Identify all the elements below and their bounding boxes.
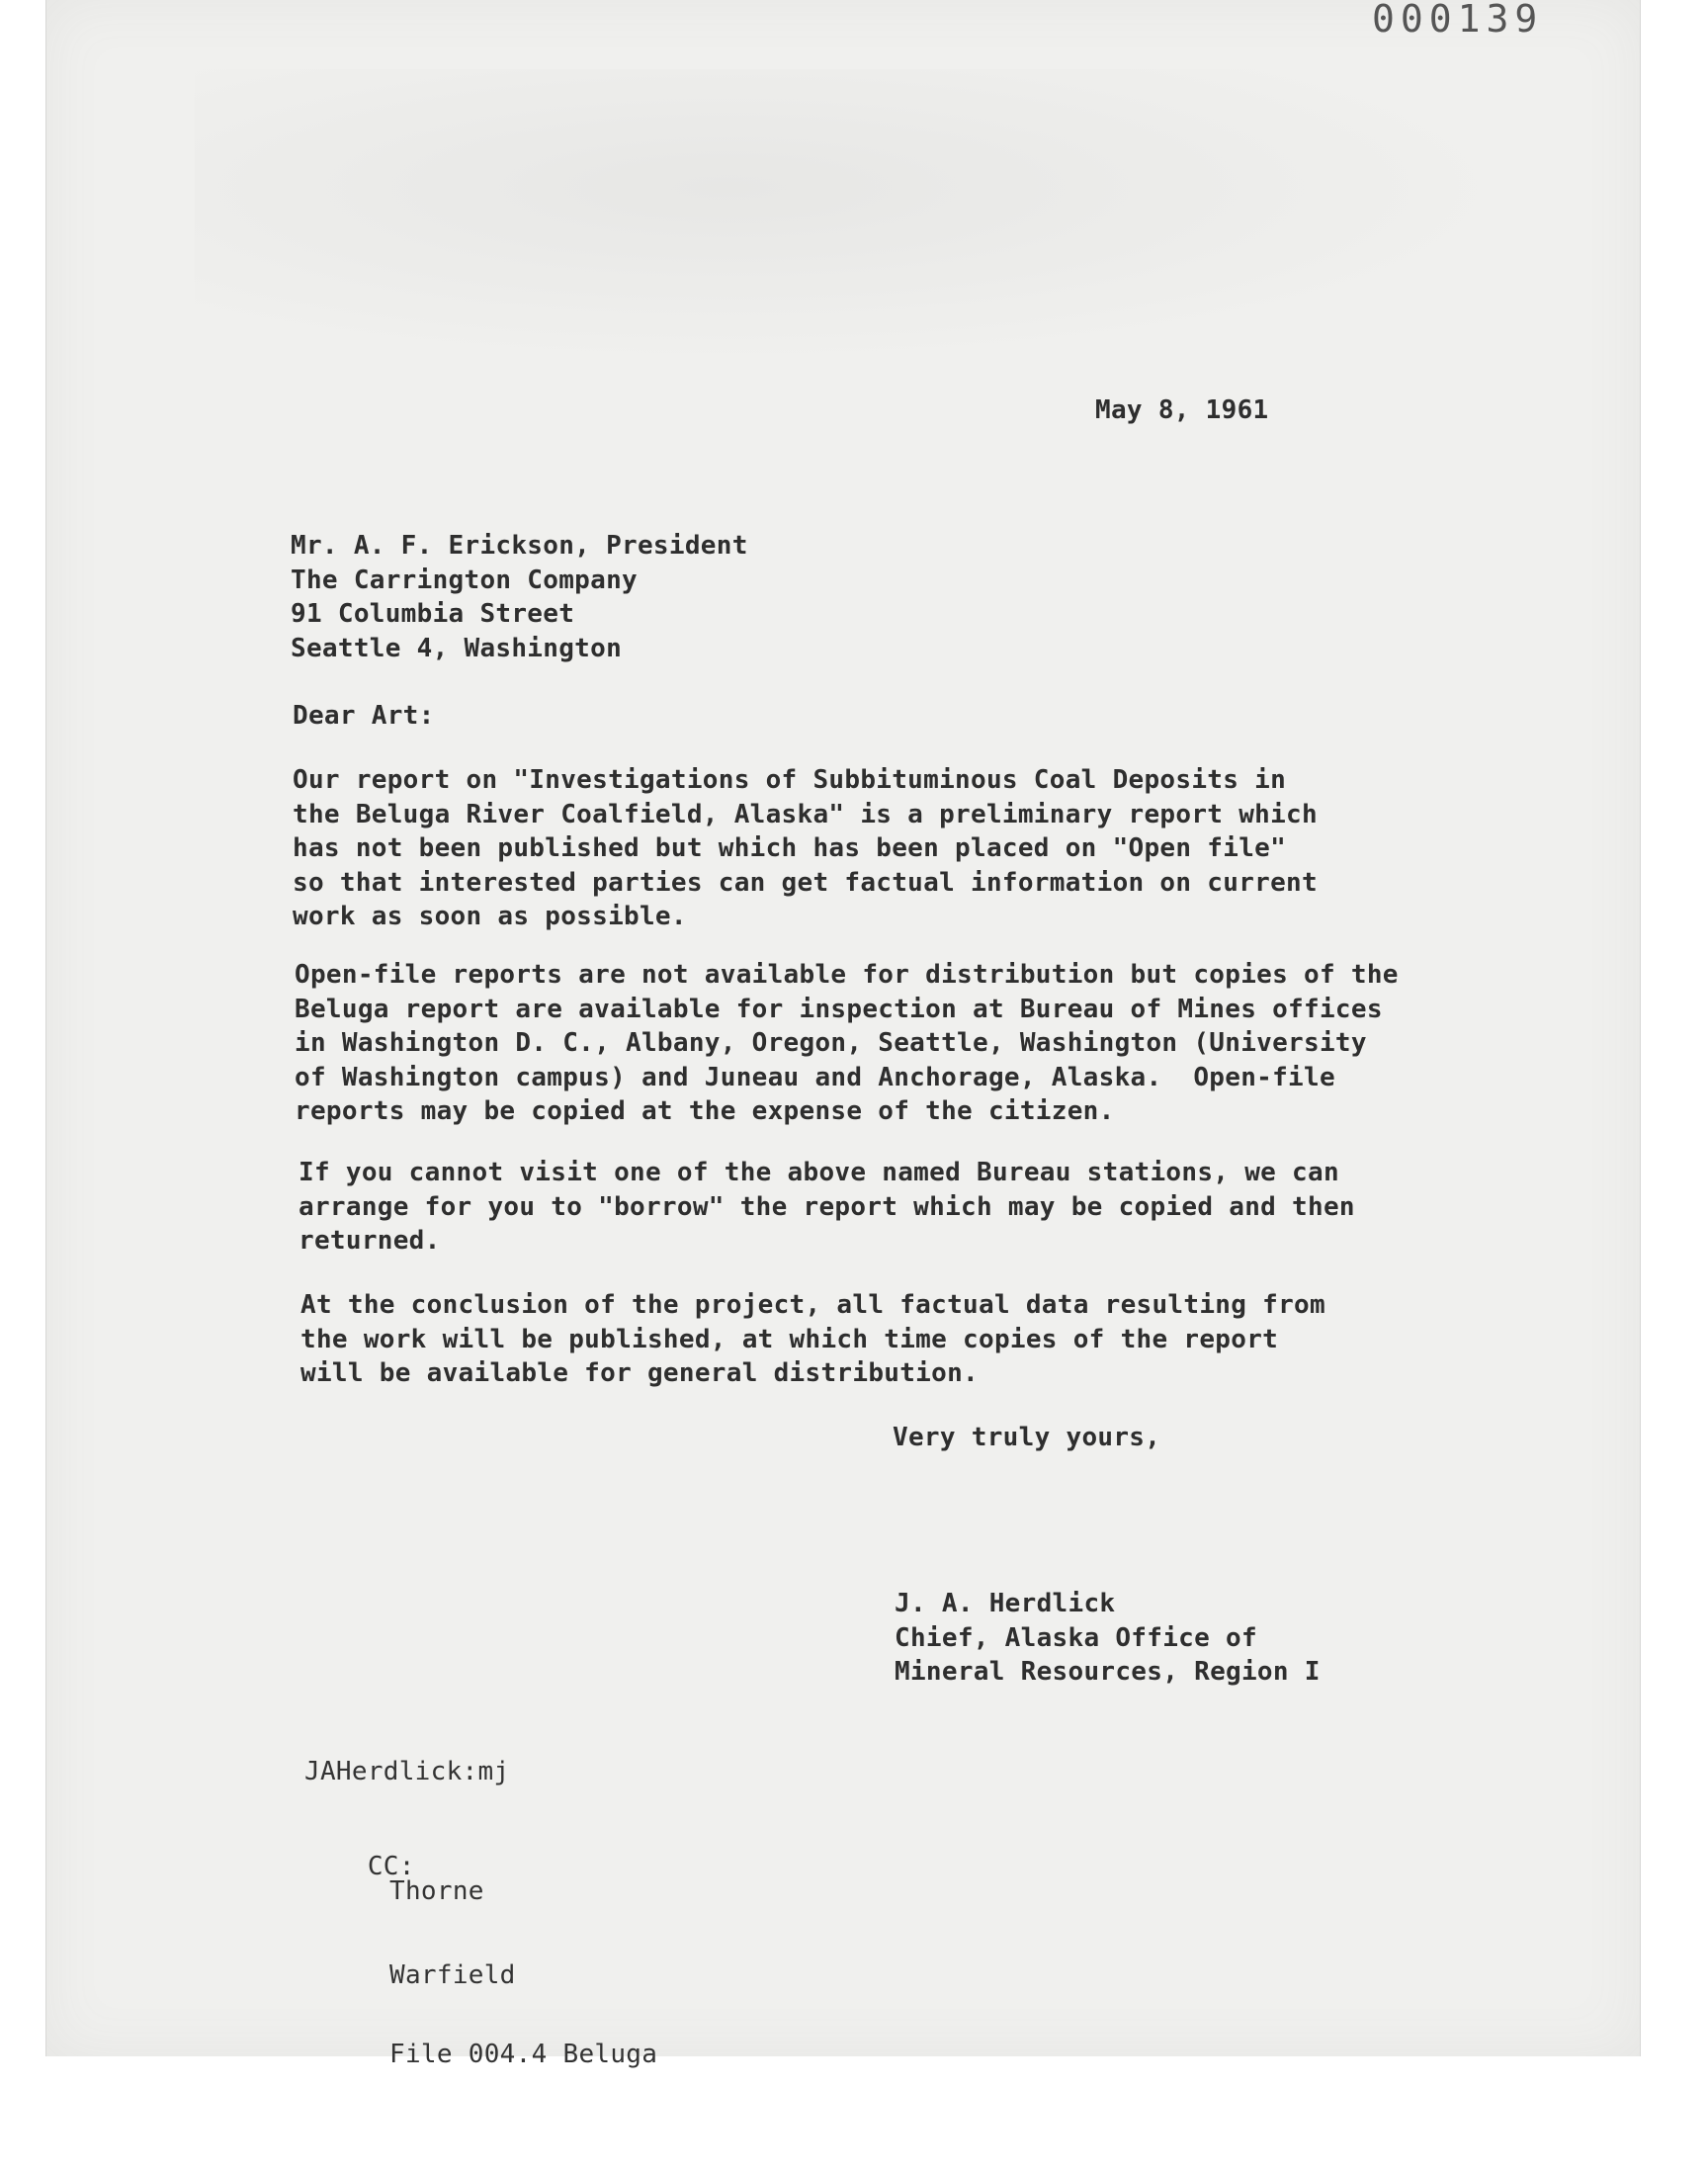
paragraph-line: Open-file reports are not available for distribution but copies of the <box>295 960 1399 990</box>
paragraph-2 <box>295 958 1399 1129</box>
scan-shadow <box>195 69 1529 366</box>
paragraph-line: arrange for you to "borrow" the report which may be copied and then <box>299 1191 1355 1222</box>
paragraph-3 <box>299 1156 1355 1259</box>
salutation: Dear Art: <box>293 701 435 731</box>
recipient-line: The Carrington Company <box>291 565 638 595</box>
letter-date: May 8, 1961 <box>1095 395 1269 425</box>
recipient-line: Mr. A. F. Erickson, President <box>291 531 748 561</box>
paragraph-line: reports may be copied at the expense of the citizen. <box>295 1096 1115 1126</box>
cc-recipient: File 004.4 Beluga <box>389 2040 658 2069</box>
signer-name: J. A. Herdlick <box>895 1589 1116 1618</box>
signature-block <box>895 1587 1321 1690</box>
cc-label: CC: <box>367 1852 415 1881</box>
typist-initials: JAHerdlick:mj <box>304 1757 510 1786</box>
paragraph-line: the Beluga River Coalfield, Alaska" is a preliminary report which <box>293 799 1318 829</box>
paragraph-line: returned. <box>299 1226 441 1256</box>
cc-recipient: Warfield <box>389 1960 516 1990</box>
recipient-line: Seattle 4, Washington <box>291 633 623 663</box>
paragraph-4 <box>300 1288 1325 1391</box>
cc-recipient: Thorne <box>389 1876 484 1906</box>
paragraph-line: Beluga report are available for inspection at Bureau of Mines offices <box>295 994 1383 1024</box>
paragraph-line: will be available for general distribution. <box>300 1358 979 1388</box>
paragraph-line: At the conclusion of the project, all factual data resulting from <box>300 1290 1325 1320</box>
paragraph-line: has not been published but which has been placed on "Open file" <box>293 833 1287 863</box>
paragraph-line: in Washington D. C., Albany, Oregon, Seattle, Washington (University <box>295 1028 1367 1058</box>
document-number: 000139 <box>1372 0 1544 41</box>
recipient-address <box>291 529 748 665</box>
paragraph-line: work as soon as possible. <box>293 902 687 931</box>
signer-title: Chief, Alaska Office of <box>895 1622 1257 1653</box>
paragraph-line: Our report on "Investigations of Subbituminous Coal Deposits in <box>293 765 1287 795</box>
recipient-line: 91 Columbia Street <box>291 599 575 629</box>
cc-block <box>304 1821 799 2069</box>
paragraph-1 <box>293 763 1318 934</box>
paragraph-line: the work will be published, at which time copies of the report <box>300 1324 1279 1354</box>
paragraph-line: If you cannot visit one of the above named Bureau stations, we can <box>299 1158 1339 1187</box>
closing: Very truly yours, <box>893 1423 1161 1452</box>
paragraph-line: so that interested parties can get factual information on current <box>293 867 1318 898</box>
paragraph-line: of Washington campus) and Juneau and Anchorage, Alaska. Open-file <box>295 1062 1335 1092</box>
signer-title: Mineral Resources, Region I <box>895 1657 1321 1687</box>
